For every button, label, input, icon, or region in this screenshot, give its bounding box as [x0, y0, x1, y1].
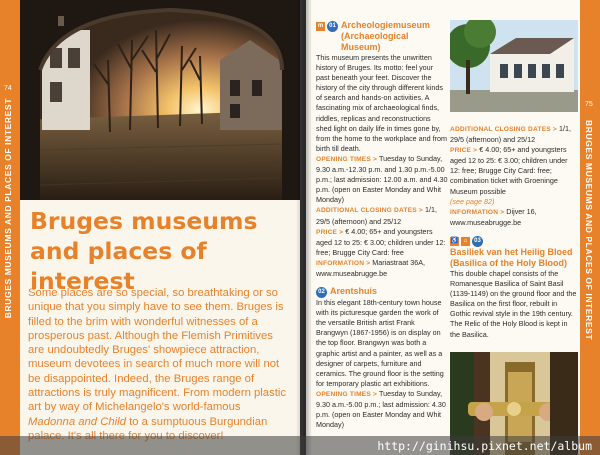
- entry-basilica-heading: [450, 235, 578, 247]
- right-column-1: [316, 20, 448, 430]
- opening-times-label: OPENING TIMES >: [316, 155, 378, 163]
- entry-title: [450, 247, 578, 269]
- information-label: INFORMATION >: [450, 208, 505, 216]
- closing-dates-value: 1/1, 29/5 (afternoon) and 25/12: [450, 124, 571, 145]
- entry-arentshuis-heading: [316, 286, 448, 298]
- headline-line-1: Bruges museums: [30, 207, 258, 235]
- watermark-bar: [0, 436, 600, 455]
- entry-number-badge: 02: [316, 287, 327, 298]
- closing-dates-label: ADDITIONAL CLOSING DATES >: [450, 126, 557, 133]
- right-strip-text: BRUGES MUSEUMS AND PLACES OF INTEREST: [584, 120, 594, 341]
- price-value: € 4.00; 65+ and youngsters aged 12 to 25: € 3.00; children under 12: free; Brugge City Card: free; combination ticket with Groeninge Museum possible: [450, 145, 568, 196]
- information-value: Dijver 16, www.museabrugge.be: [450, 206, 537, 227]
- entry-archeologiemuseum-heading: [316, 20, 448, 53]
- price-value: € 4.00; 65+ and youngsters aged 12 to 25: € 3.00; children under 12: free; Brugge City Card: free: [316, 226, 446, 257]
- museum-building-photo: [450, 20, 578, 112]
- entry-description: In this elegant 18th-century town house with its picturesque garden the work of the versatile British artist Frank Brangwyn (1867-1956) is on display on the top floor. Brangwyn was both a graphic artist and a painter, as well as a designer of carpets, furniture and ceramics. The ground floor is the setting for temporary plastic art exhibitions.: [316, 298, 444, 388]
- entry-price: [316, 227, 448, 258]
- right-page-number: 75: [585, 101, 593, 108]
- information-label: INFORMATION >: [316, 259, 371, 267]
- right-side-strip: [580, 0, 600, 455]
- information-value: Mariastraat 36A, www.museabrugge.be: [316, 257, 426, 278]
- entry-description: This museum presents the unwritten history of Bruges. Its motto: feel your past beneath your feet. Discover the history of the city through different kinds of search and hands-on activities. A fascinating mix of archaeological finds, riddles, replicas and reconstructions shed light on daily life in times gone by, from the home to the workplace and from birth till death.: [316, 53, 448, 153]
- entry-closing-dates: [316, 205, 448, 226]
- intro-paragraph: [28, 286, 290, 443]
- right-column-2: [450, 124, 578, 340]
- intro-italic-title: Madonna and Child: [28, 415, 126, 428]
- entry-title-sub: (Basilica of the Holy Blood): [450, 257, 568, 268]
- intro-text-2: to a sumptuous Burgundian: [129, 415, 268, 428]
- intro-text-1: Some places are so special, so breathtaking or so unique that you simply have to see them. Bruges is filled to the brim with wonderful witnesses of a prosperous past. Although the Flemish Primitives are undoubtedly Bruges' showpiece attraction, museum devotees in search of much more will not be disappointed. Indeed, the Bruges range of attractions is truly magnificent. From modern plastic art by way of Michelangelo's world-famous: [28, 287, 287, 414]
- entry-information: [316, 258, 448, 279]
- closing-dates-value: 1/1, 29/5 (afternoon) and 25/12: [316, 205, 437, 226]
- entry-title-main: Archeologiemuseum: [341, 20, 431, 30]
- price-label: PRICE >: [450, 147, 478, 155]
- book-spine-shadow: [296, 0, 312, 455]
- entry-title: [341, 20, 448, 53]
- opening-times-value: Tuesday to Sunday, 9.30 a.m.-5.00 p.m.; last admission: 4.30 p.m. (open on Easter Monday and Whit Monday): [316, 388, 446, 430]
- entry-information: [450, 207, 578, 228]
- museum-square-icon: m: [317, 23, 324, 29]
- archway-photo: [20, 0, 300, 200]
- church-square-icon: ⌂: [461, 237, 470, 246]
- page-headline: [30, 206, 292, 296]
- entry-description: This double chapel consists of the Romanesque Basilica of Saint Basil (1139-1149) on the ground floor and the Basilica on the first floor, rebuilt in Gothic revival style in the 19th century. The Relic of the Holy Blood is kept in the Basilica.: [450, 268, 577, 339]
- archway-photo-graphic: [20, 0, 300, 200]
- closing-dates-label: ADDITIONAL CLOSING DATES >: [316, 207, 423, 215]
- entry-title-sub: (Archaeological Museum): [341, 31, 409, 52]
- left-strip-text: BRUGES MUSEUMS AND PLACES OF INTEREST: [3, 98, 13, 319]
- entry-number-badge: 03: [472, 236, 483, 247]
- see-page-reference: (see page 82): [450, 196, 495, 206]
- accessibility-square-icon: ♿: [450, 237, 459, 244]
- price-label: PRICE >: [316, 228, 344, 236]
- headline-line-2: and places of interest: [30, 237, 207, 295]
- entry-closing-dates: [450, 124, 578, 145]
- watermark-text: http://ginihsu.pixnet.net/album: [377, 439, 592, 453]
- entry-title: Arentshuis: [330, 286, 378, 297]
- museum-building-graphic: [450, 20, 578, 112]
- opening-times-label: OPENING TIMES >: [316, 390, 378, 398]
- right-page: [306, 0, 600, 455]
- opening-times-value: Tuesday to Sunday, 9.30 a.m.-12.30 p.m. and 1.30 p.m.-5.00 p.m.; last admission: 12.00 a.m. and 4.30 p.m. (open on Easter Monday and Whit Monday): [316, 153, 448, 205]
- entry-title-main: Basiliek van het Heilig Bloed: [450, 246, 573, 257]
- entry-price: [450, 145, 578, 196]
- entry-opening-times: [316, 389, 448, 430]
- left-side-strip: [0, 0, 20, 455]
- left-page-number: 74: [4, 85, 12, 92]
- entry-opening-times: [316, 154, 448, 205]
- entry-number-badge: 01: [327, 21, 338, 32]
